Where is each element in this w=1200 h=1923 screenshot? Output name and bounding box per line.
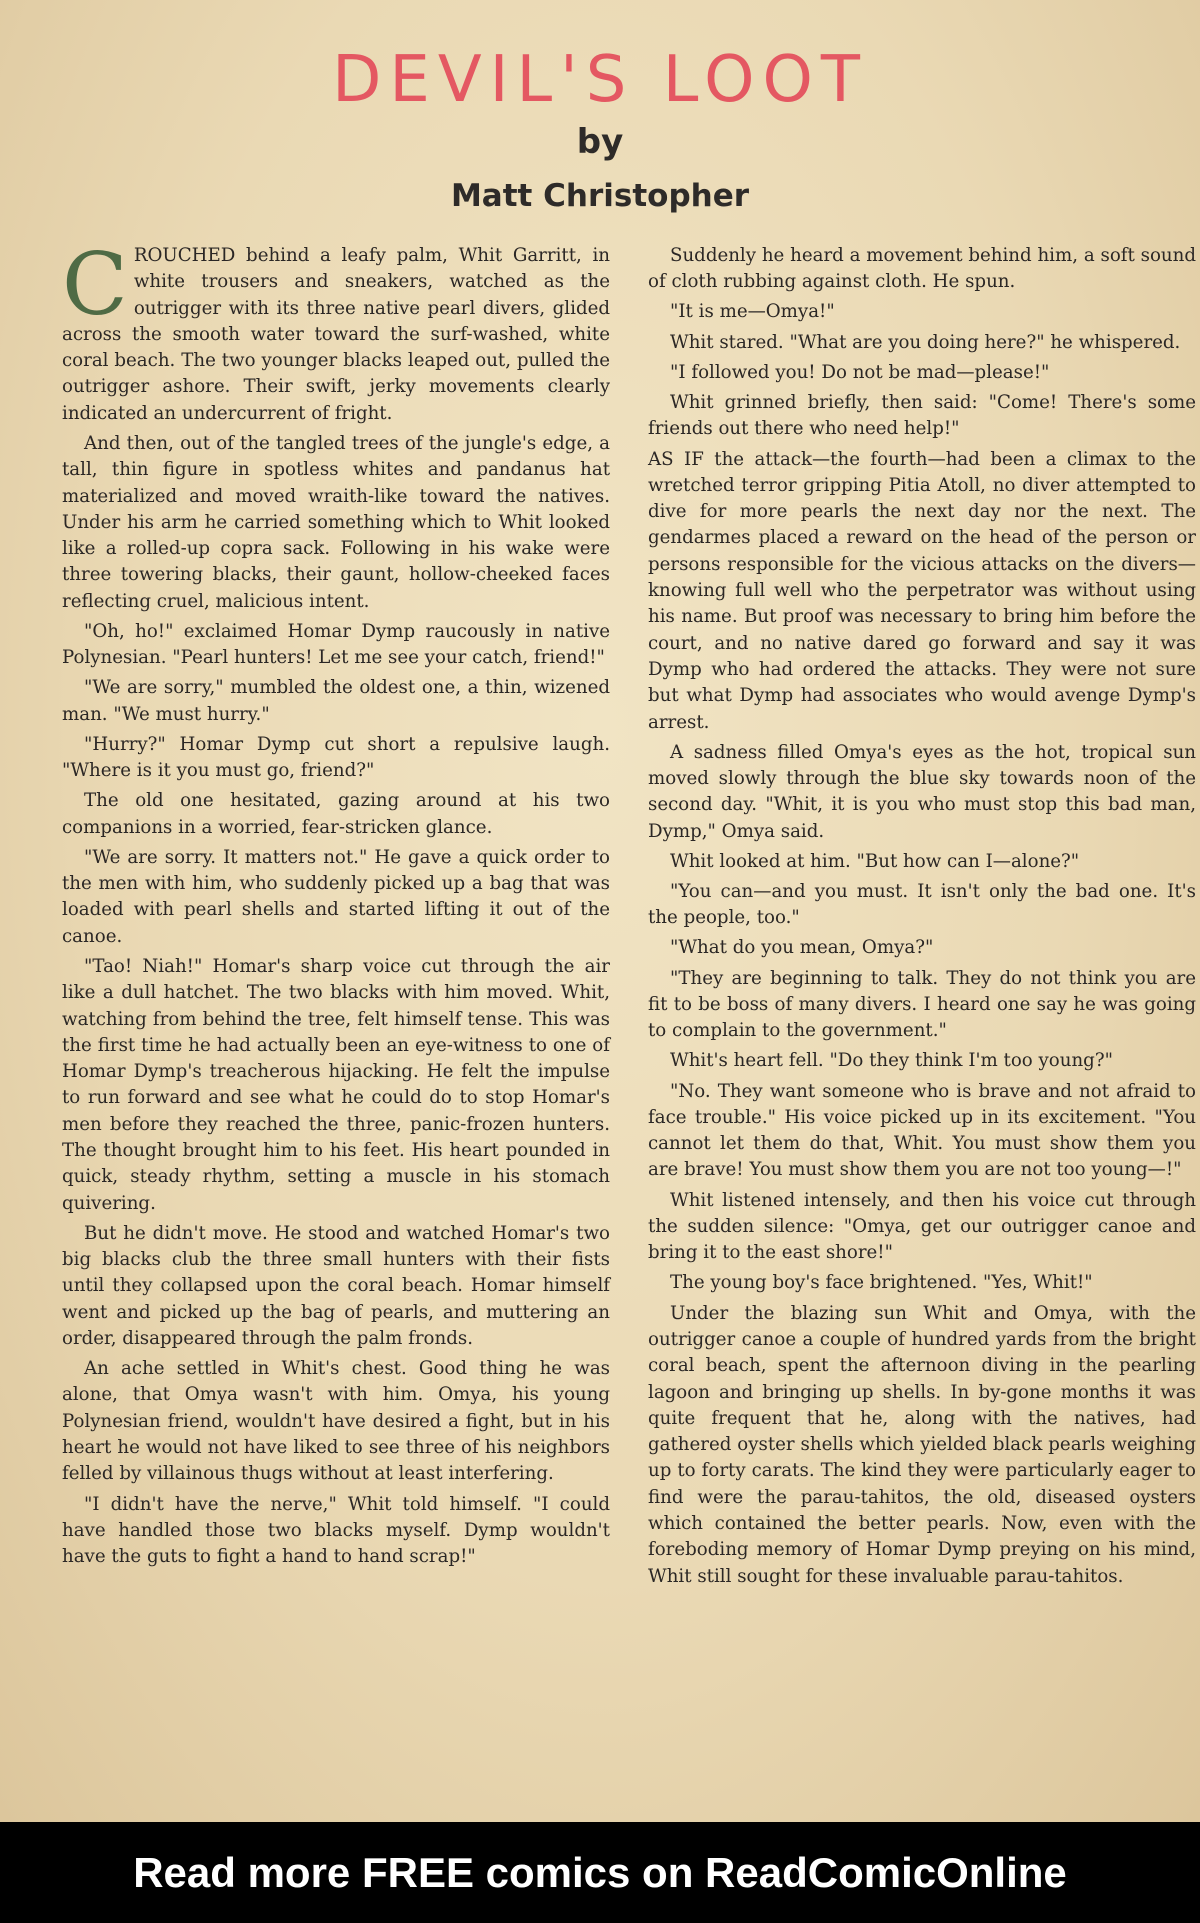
paragraph: Under the blazing sun Whit and Omya, with the outrigger canoe a couple of hundred yards from the bright coral beach, spent the afternoon diving in the pearling lagoon and bringing up shells. In by-gone months it was quite frequent that he, along with the natives, had gathered oyster shells which yielded black pearls weighing up to forty carats. The kind they were particularly eager to find were the parau-tahitos, the old, diseased oysters which contained the better pearls. Now, even with the foreboding memory of Homar Dymp preying on his mind, Whit still sought for these invaluable parau-tahitos. xyxy=(648,1302,1196,1587)
paragraph: Whit stared. "What are you doing here?" he whispered. xyxy=(670,331,1181,353)
text-column-left xyxy=(62,235,610,1574)
paragraph: "I followed you! Do not be mad—please!" xyxy=(670,361,1050,383)
paragraph: "They are beginning to talk. They do not think you are fit to be boss of many divers. I heard one say he was going to complain to the government." xyxy=(648,967,1196,1042)
paragraph: "Oh, ho!" exclaimed Homar Dymp raucously in native Polynesian. "Pearl hunters! Let me see your catch, friend!" xyxy=(62,620,610,669)
paragraph: "What do you mean, Omya?" xyxy=(670,937,934,959)
paragraph: And then, out of the tangled trees of the jungle's edge, a tall, thin figure in spotless whites and pandanus hat materialized and moved wraith-like toward the natives. Under his arm he carried something which to Whit looked like a rolled-up copra sack. Following in his wake were three towering blacks, their gaunt, hollow-cheeked faces reflecting cruel, malicious intent. xyxy=(62,432,610,612)
paragraph: The young boy's face brightened. "Yes, Whit!" xyxy=(670,1272,1093,1294)
paragraph: "It is me—Omya!" xyxy=(670,301,835,323)
promo-banner[interactable]: Read more FREE comics on ReadComicOnline xyxy=(0,1822,1200,1923)
paragraph: Whit looked at him. "But how can I—alone?" xyxy=(670,850,1080,872)
paragraph: Suddenly he heard a movement behind him, a soft sound of cloth rubbing against cloth. He spun. xyxy=(648,245,1196,293)
paragraph: "You can—and you must. It isn't only the bad one. It's the people, too." xyxy=(648,880,1196,929)
paragraph: But he didn't move. He stood and watched Homar's two big blacks club the three small hunters with their fists until they collapsed upon the coral beach. Homar himself went and picked up the bag of pearls, and muttering an order, disappeared through the palm fronds. xyxy=(62,1222,610,1349)
paragraph: An ache settled in Whit's chest. Good thing he was alone, that Omya wasn't with him. Omya, his young Polynesian friend, wouldn't have desired a fight, but in his heart he would not have liked to see three of his neighbors felled by villainous thugs without at least interfering. xyxy=(62,1358,610,1485)
paragraph: The old one hesitated, gazing around at his two companions in a worried, fear-stricken glance. xyxy=(62,790,610,838)
story-title: DEVIL'S LOOT xyxy=(332,43,868,117)
paragraph: "No. They want someone who is brave and not afraid to face trouble." His voice picked up in its excitement. "You cannot let them do that, Whit. You must show them you are brave! You must show them you are not too young—!" xyxy=(648,1080,1196,1181)
section-paragraph: AS IF the attack—the fourth—had been a climax to the wretched terror gripping Pitia Atoll, no diver attempted to dive for more pearls the next day nor the next. The gendarmes placed a reward on the head of the person or persons responsible for the vicious attacks on the divers—knowing full well who the perpetrator was without using his name. But proof was necessary to bring him before the court, and no native dared go forward and say it was Dymp who had ordered the attacks. They were not sure but what Dymp had associates who would avenge Dymp's arrest. xyxy=(648,448,1196,733)
byline: by xyxy=(576,122,624,162)
paragraph-text: ROUCHED behind a leafy palm, Whit Garritt, in white trousers and sneakers, watched as the outrigger with its three native pearl divers, glided across the smooth water toward the surf-washed, white coral beach. The two younger blacks leaped out, pulled the outrigger ashore. Their swift, jerky movements clearly indicated an undercurrent of fright. xyxy=(62,245,610,424)
paragraph: "I didn't have the nerve," Whit told himself. "I could have handled those two blacks myself. Dymp wouldn't have the guts to fight a hand to hand scrap!" xyxy=(62,1493,610,1568)
drop-cap: C xyxy=(62,235,128,335)
paragraph xyxy=(62,235,610,427)
paragraph: Whit listened intensely, and then his voice cut through the sudden silence: "Omya, get our outrigger canoe and bring it to the east shore!" xyxy=(648,1189,1196,1264)
paragraph: Whit's heart fell. "Do they think I'm too young?" xyxy=(670,1050,1113,1072)
paragraph: "Hurry?" Homar Dymp cut short a repulsive laugh. "Where is it you must go, friend?" xyxy=(62,733,610,782)
paragraph: "Tao! Niah!" Homar's sharp voice cut through the air like a dull hatchet. The two blacks with him moved. Whit, watching from behind the tree, felt himself tense. This was the first time he had actually been an eye-witness to one of Homar Dymp's treacherous hijacking. He felt the impulse to run forward and see what he could do to stop Homar's men before they reached the three, panic-frozen hunters. The thought brought him to his feet. His heart pounded in quick, steady rhythm, setting a muscle in his stomach quivering. xyxy=(62,955,610,1214)
text-column-right xyxy=(648,243,1196,1594)
author-name: Matt Christopher xyxy=(450,178,750,214)
paragraph: "We are sorry. It matters not." He gave a quick order to the men with him, who suddenly picked up a bag that was loaded with pearl shells and started lifting it out of the canoe. xyxy=(62,846,610,947)
paragraph: Whit grinned briefly, then said: "Come! There's some friends out there who need help!" xyxy=(648,392,1196,440)
paragraph: "We are sorry," mumbled the oldest one, a thin, wizened man. "We must hurry." xyxy=(62,677,610,725)
paragraph: A sadness filled Omya's eyes as the hot, tropical sun moved slowly through the blue sky towards noon of the second day. "Whit, it is you who must stop this bad man, Dymp," Omya said. xyxy=(648,741,1196,842)
